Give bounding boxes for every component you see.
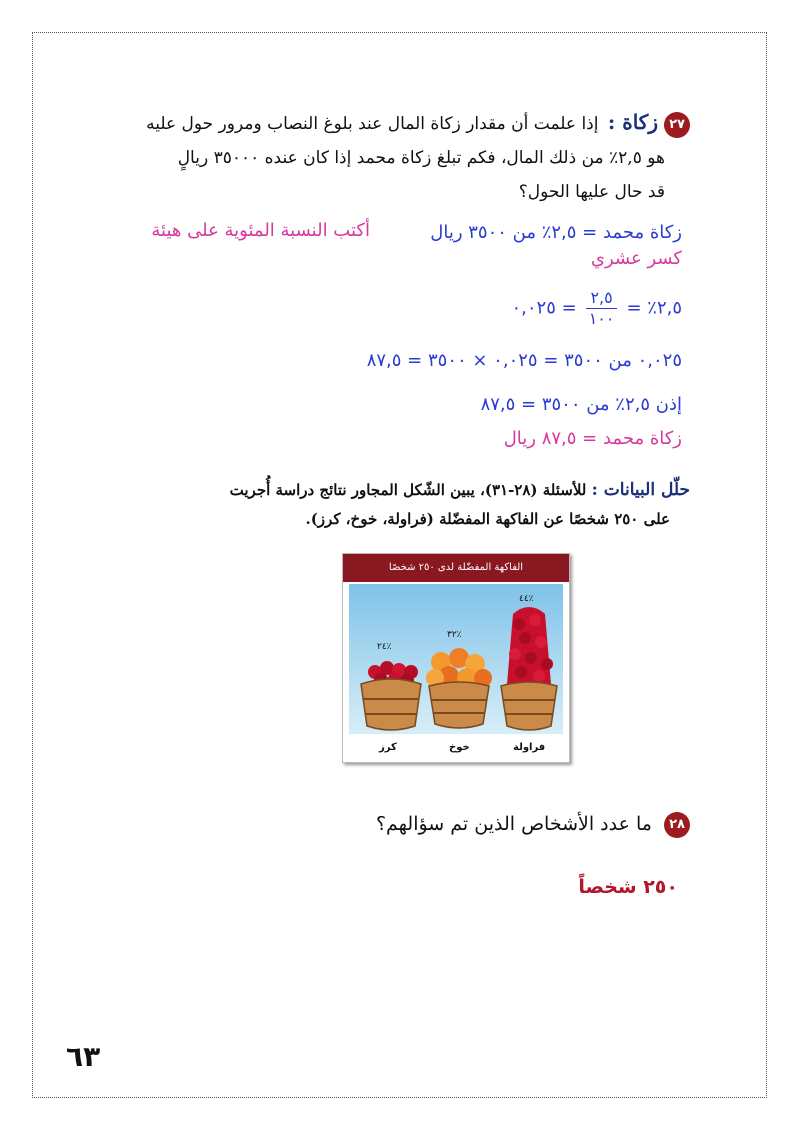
question-number-badge: ٢٨	[664, 812, 690, 838]
analyze-text-1: للأسئلة (٢٨-٣١)، يبين الشّكل المجاور نتائج دراسة أُجريت	[229, 481, 587, 499]
cherry-basket-icon	[361, 661, 421, 730]
q28-text: ما عدد الأشخاص الذين تم سؤالهم؟	[375, 813, 652, 835]
step2-right: = ٠,٠٢٥	[511, 297, 577, 319]
q27-line3: قد حال عليها الحول؟	[518, 182, 665, 202]
fruit-baskets-illustration	[343, 554, 569, 762]
q27-line2: هو ٢,٥٪ من ذلك المال، فكم تبلغ زكاة محمد إذا كان عنده ٣٥٠٠٠ ريالٍ	[177, 148, 665, 168]
q27-line1	[146, 110, 690, 138]
strawberry-label: فراولة	[513, 742, 546, 753]
analyze-title: حلّل البيانات :	[591, 480, 690, 500]
peach-basket-icon	[426, 648, 492, 728]
solution-step5: زكاة محمد = ٨٧,٥ ريال	[503, 428, 682, 449]
cherry-percent: ٢٤٪	[377, 642, 392, 652]
note-line2: كسر عشري	[590, 248, 682, 269]
solution-step1: زكاة محمد = ٢,٥٪ من ٣٥٠٠ ريال	[430, 222, 682, 243]
q27-title: زكاة :	[607, 110, 658, 134]
page-number: ٦٣	[66, 1040, 101, 1073]
analyze-line1	[230, 480, 690, 500]
solution-step4: إذن ٢,٥٪ من ٣٥٠٠ = ٨٧,٥	[480, 394, 682, 415]
peach-percent: ٣٢٪	[447, 630, 462, 640]
fraction-denominator: ١٠٠	[588, 309, 615, 328]
solution-step3: ٠,٠٢٥ من ٣٥٠٠ = ٠,٠٢٥ × ٣٥٠٠ = ٨٧,٥	[366, 350, 682, 371]
q28-line	[376, 812, 690, 838]
figure-title: الفاكهة المفضّلة لدى ٢٥٠ شخصًا	[343, 554, 569, 582]
strawberry-basket-icon	[501, 607, 557, 730]
strawberry-percent: ٤٤٪	[519, 594, 534, 604]
q28-answer: ٢٥٠ شخصاً	[578, 876, 678, 898]
peach-label: خوخ	[449, 742, 470, 753]
note-line1: أكتب النسبة المئوية على هيئة	[151, 220, 370, 241]
fraction-numerator: ٢,٥	[586, 288, 616, 309]
cherry-label: كرز	[379, 742, 397, 753]
q27-text-1: إذا علمت أن مقدار زكاة المال عند بلوغ النصاب ومرور حول عليه	[146, 114, 599, 134]
analyze-line2: على ٢٥٠ شخصًا عن الفاكهة المفضّلة (فراولة، خوخ، كرز).	[305, 510, 670, 528]
step2-left: ٢,٥٪ =	[626, 297, 682, 319]
fruit-figure	[342, 553, 570, 763]
fraction	[586, 288, 616, 329]
solution-step2	[511, 288, 682, 329]
question-number-badge: ٢٧	[664, 112, 690, 138]
